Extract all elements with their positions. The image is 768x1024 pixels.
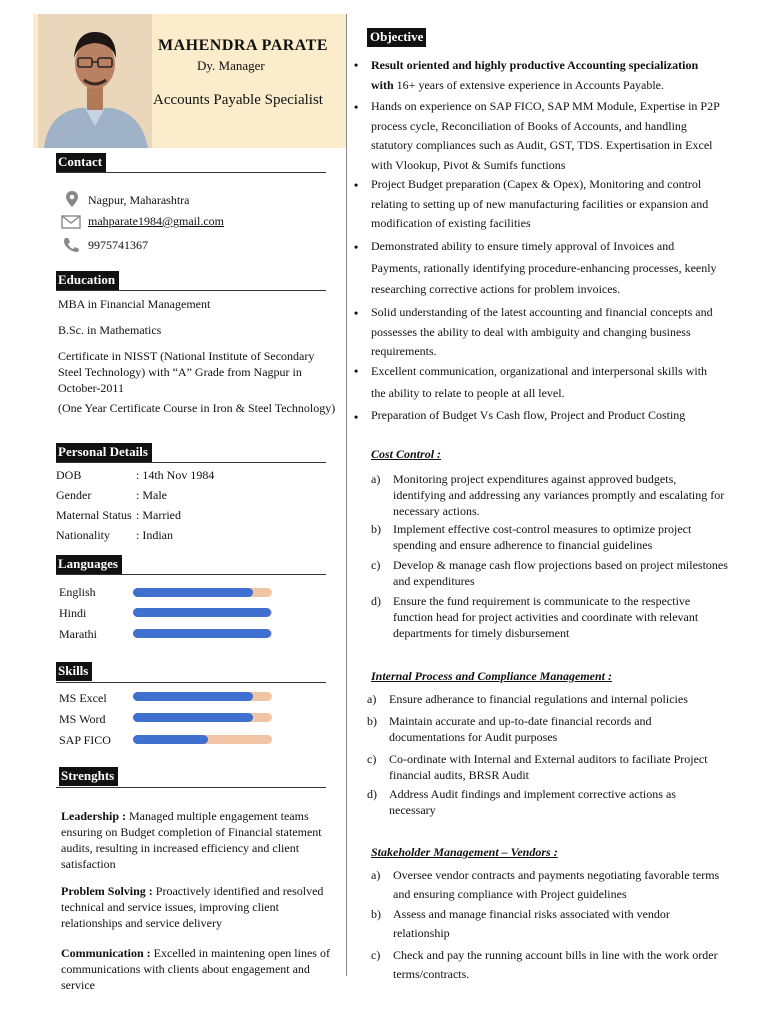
contact-rule — [56, 172, 326, 173]
marital-label: Maternal Status — [56, 508, 132, 522]
column-divider — [346, 14, 347, 976]
personal-row-nationality — [56, 528, 173, 543]
candidate-role: Dy. Manager — [197, 58, 265, 73]
phone-icon — [62, 236, 80, 254]
strength-title: Communication : — [61, 946, 151, 960]
nationality-value: : Indian — [136, 528, 173, 542]
strength-text: Proactively identified and resolved technical and service issues, improving client relationships and service delivery — [61, 884, 324, 930]
language-level-fill — [133, 629, 271, 638]
personal-row-marital — [56, 508, 181, 523]
education-item: B.Sc. in Mathematics — [58, 323, 162, 337]
bullet-dot: • — [354, 100, 359, 114]
skill-name: MS Word — [59, 712, 106, 726]
skill-level-bar — [133, 692, 272, 701]
item-text: Check and pay the running account bills in line with the work order terms/contracts. — [393, 948, 718, 981]
item-text: Maintain accurate and up-to-date financial records and documentations for Audit purposes — [389, 714, 652, 744]
personal-row-gender — [56, 488, 167, 503]
languages-rule — [56, 574, 326, 575]
language-level-bar — [133, 588, 272, 597]
item-marker: a) — [367, 692, 377, 706]
objective-bullet: Demonstrated ability to ensure timely approval of Invoices and Payments, rationally identifying procedure-enhancing processes, keenly researching corrective actions for problem invoices. — [371, 239, 717, 296]
strengths-rule — [56, 787, 326, 788]
strength-title: Leadership : — [61, 809, 127, 823]
language-level-bar — [133, 608, 272, 617]
item-text: Address Audit findings and implement corrective actions as necessary — [389, 787, 676, 817]
item-text: Develop & manage cash flow projections based on project milestones and expenditures — [393, 558, 728, 588]
item-text: Assess and manage financial risks associated with vendor relationship — [393, 907, 670, 940]
education-item: Certificate in NISST (National Institute of Secondary Steel Technology) with “A” Grade from Nagpur in October-2011 — [58, 349, 315, 395]
strength-leadership — [61, 808, 343, 872]
skill-level-fill — [133, 735, 208, 744]
item-marker: a) — [371, 472, 381, 486]
bullet-dot: • — [354, 364, 359, 378]
nationality-label: Nationality — [56, 528, 110, 542]
objective-bullet: Preparation of Budget Vs Cash flow, Project and Product Costing — [371, 408, 686, 422]
personal-heading: Personal Details — [56, 443, 152, 462]
objective-bullet: Excellent communication, organizational and interpersonal skills with the ability to relate to people at all level. — [371, 364, 708, 400]
skill-name: MS Excel — [59, 691, 107, 705]
gender-label: Gender — [56, 488, 92, 502]
personal-row-dob — [56, 468, 214, 483]
language-level-fill — [133, 588, 253, 597]
profile-photo — [38, 14, 152, 148]
skill-level-bar — [133, 713, 272, 722]
stakeholder-heading: Stakeholder Management – Vendors : — [371, 845, 558, 859]
item-text: Ensure adherance to financial regulations and internal policies — [389, 692, 688, 706]
item-marker: b) — [371, 522, 381, 536]
bullet-dot: • — [354, 58, 359, 72]
dob-label: DOB — [56, 468, 82, 482]
strength-text: Managed multiple engagement teams ensuring on Budget completion of Financial statement audits, resulting in increased efficiency and client satisfaction — [61, 809, 322, 871]
bullet-dot: • — [354, 410, 359, 424]
objective-lead — [371, 56, 723, 95]
item-marker: c) — [367, 752, 377, 766]
strength-communication — [61, 945, 343, 993]
location-pin-icon — [63, 190, 81, 208]
objective-heading: Objective — [367, 28, 426, 47]
dob-value: : 14th Nov 1984 — [136, 468, 215, 482]
skill-level-fill — [133, 692, 253, 701]
skill-level-bar — [133, 735, 272, 744]
marital-value: : Married — [136, 508, 181, 522]
gender-value: : Male — [136, 488, 167, 502]
internal-process-heading: Internal Process and Compliance Management : — [371, 669, 613, 683]
objective-bullet: Solid understanding of the latest accounting and financial concepts and possesses the ability to deal with ambiguity and changing business requirements. — [371, 305, 713, 358]
objective-bullet: Hands on experience on SAP FICO, SAP MM Module, Expertise in P2P process cycle, Reconciliation of Books of Accounts, and handling statutory compliances such as Audit, GST, TDS. Expertisation in Excel with Vlookup, Pivot & Sumifs functions — [371, 99, 720, 172]
item-marker: d) — [371, 594, 381, 608]
objective-lead-bold: Result oriented and highly productive Accounting specialization with — [371, 58, 699, 92]
contact-heading: Contact — [56, 153, 106, 172]
item-marker: b) — [367, 714, 377, 728]
item-marker: c) — [371, 558, 381, 572]
objective-bullet: Project Budget preparation (Capex & Opex), Monitoring and control relating to setting up of new manufacturing facilities or expansion and modification of existing facilities — [371, 177, 709, 230]
personal-rule — [56, 462, 326, 463]
strength-problem-solving — [61, 883, 343, 931]
skill-name: SAP FICO — [59, 733, 111, 747]
education-item: (One Year Certificate Course in Iron & Steel Technology) — [58, 401, 336, 415]
contact-location: Nagpur, Maharashtra — [88, 193, 190, 207]
skills-heading: Skills — [56, 662, 92, 681]
candidate-name: MAHENDRA PARATE — [158, 37, 329, 54]
item-marker: d) — [367, 787, 377, 801]
language-level-fill — [133, 608, 271, 617]
candidate-specialty: Accounts Payable Specialist — [153, 92, 323, 108]
skills-rule — [56, 682, 326, 683]
item-marker: c) — [371, 948, 381, 962]
item-text: Implement effective cost-control measures to optimize project spending and ensure adherence to financial guidelines — [393, 522, 692, 552]
education-item: MBA in Financial Management — [58, 297, 211, 311]
language-level-bar — [133, 629, 272, 638]
item-text: Co-ordinate with Internal and External auditors to faciliate Project financial audits, BRSR Audit — [389, 752, 708, 782]
item-marker: b) — [371, 907, 381, 921]
strength-text: Excelled in maintening open lines of communications with clients about engagement and service — [61, 946, 330, 992]
bullet-dot: • — [354, 178, 359, 192]
item-text: Monitoring project expenditures against approved budgets, identifying and addressing any variances promptly and escalating for necessary actions. — [393, 472, 725, 518]
email-icon — [61, 213, 81, 231]
skill-level-fill — [133, 713, 253, 722]
objective-lead-rest: 16+ years of extensive experience in Accounts Payable. — [393, 77, 665, 92]
languages-heading: Languages — [56, 555, 122, 574]
education-heading: Education — [56, 271, 119, 290]
cost-control-heading: Cost Control : — [371, 447, 442, 461]
language-name: English — [59, 585, 96, 599]
contact-email-link[interactable]: mahparate1984@gmail.com — [88, 214, 225, 228]
strengths-heading: Strenghts — [59, 767, 118, 786]
item-text: Oversee vendor contracts and payments negotiating favorable terms and ensuring compliance with Project guidelines — [393, 868, 720, 901]
strength-title: Problem Solving : — [61, 884, 153, 898]
contact-phone: 9975741367 — [88, 238, 148, 252]
language-name: Marathi — [59, 627, 97, 641]
bullet-dot: • — [354, 306, 359, 320]
item-marker: a) — [371, 868, 381, 882]
bullet-dot: • — [354, 240, 359, 254]
item-text: Ensure the fund requirement is communicate to the respective function head for project activities and coordinate with relevant departments for timely disbursement — [393, 594, 699, 640]
language-name: Hindi — [59, 606, 87, 620]
education-rule — [56, 290, 326, 291]
